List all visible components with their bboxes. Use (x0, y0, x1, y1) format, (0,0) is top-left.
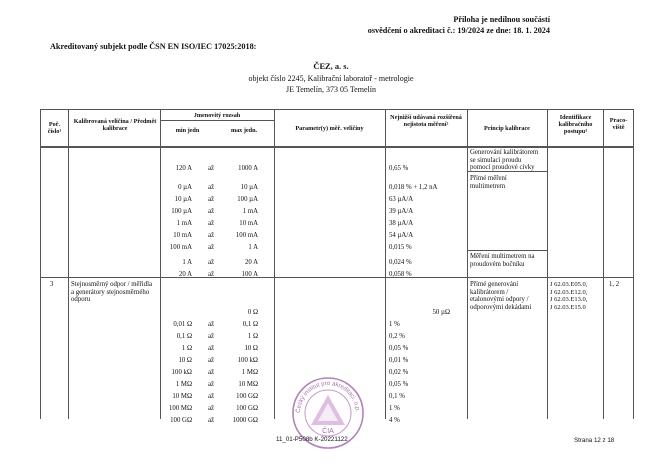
uncertainty: 0,01 % (389, 357, 409, 364)
range-min: 10 Ω (178, 357, 192, 364)
range-min: 100 µA (171, 208, 192, 215)
organization-name: ČEZ, a. s. (313, 62, 349, 71)
uncertainty: 0,05 % (389, 381, 409, 388)
range-min: 1 MΩ (175, 381, 192, 388)
header-params: Parametr(y) měř. veličiny (295, 125, 364, 132)
range-max: 1 A (248, 244, 258, 251)
range-max: 10 MΩ (238, 381, 258, 388)
range-min: 0,01 Ω (173, 321, 192, 328)
uncertainty: 0,65 % (389, 165, 409, 172)
header-range: Jmenovitý rozsah (193, 112, 241, 119)
item-number: 3 (50, 281, 54, 288)
uncertainty: 54 µA/A (389, 232, 414, 239)
header-quantity: Kalibrovaná veličina / Předmět kalibrace (73, 118, 157, 132)
range-to: až (208, 333, 215, 340)
range-min: 1 mA (176, 220, 192, 227)
uncertainty: 0,024 % (389, 259, 412, 266)
uncertainty: 0,02 % (389, 369, 409, 376)
range-to: až (208, 196, 215, 203)
range-to: až (208, 271, 215, 278)
range-min: 100 MΩ (169, 405, 192, 412)
item-site: 1, 2 (609, 281, 620, 288)
uncertainty: 0,1 % (389, 393, 405, 400)
svg-text:Český institut pro akreditaci,: Český institut pro akreditaci, o.p. (295, 380, 360, 414)
range-max: 10 mA (239, 220, 258, 227)
range-max: 1000 GΩ (232, 417, 258, 424)
range-to: až (208, 369, 215, 376)
range-max: 100 µA (237, 196, 258, 203)
range-min: 100 GΩ (170, 417, 192, 424)
header-min: min jedn (175, 127, 200, 134)
range-max: 0 Ω (247, 309, 258, 316)
principle-resistance: Přímé generování kalibrátorem / etalonovými odpory / odporovými dekádami (470, 281, 532, 311)
range-min: 0,1 Ω (176, 333, 192, 340)
header-procedure: Identifikace kalibračního postupu³ (558, 114, 593, 135)
range-min: 120 A (175, 165, 192, 172)
range-max: 100 mA (235, 232, 258, 239)
range-max: 100 kΩ (237, 357, 258, 364)
accredited-subject: Akreditovaný subjekt podle ČSN EN ISO/IEC 17025:2018: (50, 42, 257, 51)
footer-code: 11_01-P508b K-20221122 (276, 436, 348, 443)
uncertainty: 50 µΩ (432, 309, 450, 316)
range-max: 1 mA (242, 208, 258, 215)
header-site: Praco-viště (609, 117, 628, 131)
range-max: 1 Ω (247, 333, 258, 340)
range-max: 100 A (241, 271, 258, 278)
range-to: až (208, 165, 215, 172)
organization-address: JE Temelín, 373 05 Temelín (286, 85, 376, 94)
range-to: až (208, 393, 215, 400)
uncertainty: 38 µA/A (389, 220, 414, 227)
range-min: 10 MΩ (172, 393, 192, 400)
range-to: až (208, 417, 215, 424)
range-max: 0,1 Ω (242, 321, 258, 328)
range-min: 100 mA (169, 244, 192, 251)
annex-line-2: osvědčení o akreditaci č.: 19/2024 ze dne: 18. 1. 2024 (367, 26, 550, 35)
uncertainty: 1 % (389, 405, 400, 412)
svg-text:ČIA: ČIA (322, 428, 334, 435)
range-to: až (208, 244, 215, 251)
uncertainty: 0,05 % (389, 345, 409, 352)
range-max: 100 GΩ (236, 393, 258, 400)
range-to: až (208, 357, 215, 364)
item-quantity: Stejnosměrný odpor / měřidla a generátory stejnosměrného odporu (71, 281, 152, 304)
uncertainty: 1 % (389, 321, 400, 328)
uncertainty: 0,058 % (389, 271, 412, 278)
header-cmc: Nejnižší udávaná rozšířená nejistota měření² (390, 114, 462, 128)
range-to: až (208, 259, 215, 266)
range-to: až (208, 345, 215, 352)
range-min: 10 mA (173, 232, 192, 239)
page-number: Strana 12 z 18 (574, 437, 615, 444)
range-max: 10 Ω (244, 345, 258, 352)
range-max: 100 GΩ (236, 405, 258, 412)
range-min: 100 kΩ (171, 369, 192, 376)
range-max: 1000 A (238, 165, 258, 172)
uncertainty: 63 µA/A (389, 196, 414, 203)
principle-calibrator-coil: Generování kalibrátorem se simulací proudu pomocí proudové cívky (470, 149, 539, 172)
range-max: 20 A (244, 259, 258, 266)
range-max: 10 µA (240, 184, 258, 191)
uncertainty: 0,015 % (389, 244, 412, 251)
header-max: max jedn. (230, 127, 258, 134)
range-to: až (208, 232, 215, 239)
range-min: 1 A (182, 259, 192, 266)
range-to: až (208, 184, 215, 191)
range-to: až (208, 405, 215, 412)
uncertainty: 0,018 % + 1,2 nA (389, 184, 438, 191)
header-principle: Princip kalibrace (484, 125, 530, 132)
range-min: 1 Ω (181, 345, 192, 352)
header-no: Poř. číslo¹ (47, 121, 62, 135)
range-min: 10 µA (174, 196, 192, 203)
principle-direct-multimeter: Přímé měření multimetrem (470, 175, 507, 190)
range-to: až (208, 381, 215, 388)
range-to: až (208, 208, 215, 215)
uncertainty: 4 % (389, 417, 400, 424)
range-to: až (208, 220, 215, 227)
range-max: 1 MΩ (241, 369, 258, 376)
principle-shunt: Měření multimetrem na proudovém bočníku (470, 253, 535, 268)
range-min: 0 µA (178, 184, 192, 191)
range-to: až (208, 321, 215, 328)
uncertainty: 39 µA/A (389, 208, 414, 215)
range-min: 20 A (178, 271, 192, 278)
item-procedures: J 62.03.E05.0, J 62.03.E12.0, J 62.03.E13.0, J 62.03.E15.0 (550, 281, 588, 311)
uncertainty: 0,2 % (389, 333, 405, 340)
organization-detail: objekt číslo 2245, Kalibrační laboratoř - metrologie (248, 74, 414, 83)
annex-line-1: Příloha je nedílnou součástí (453, 15, 550, 24)
